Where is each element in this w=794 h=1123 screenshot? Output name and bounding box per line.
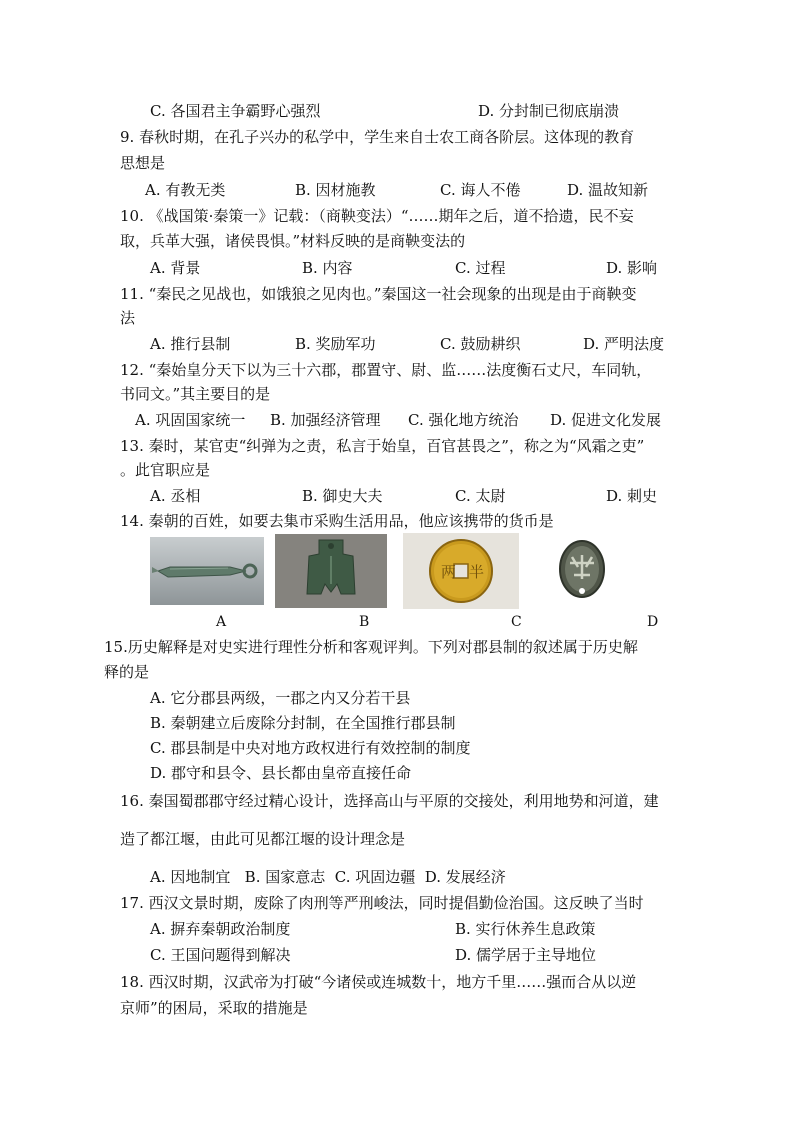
q9-option-b: B. 因材施教 — [295, 181, 376, 199]
knife-money-image — [150, 537, 264, 605]
q15-stem-line2: 释的是 — [104, 663, 150, 681]
svg-text:两: 两 — [441, 563, 457, 581]
coin-label-d: D — [647, 614, 659, 630]
q8-option-d: D. 分封制已彻底崩溃 — [478, 102, 620, 120]
q10-option-b: B. 内容 — [302, 259, 353, 277]
q10-option-d: D. 影响 — [606, 259, 658, 277]
q13-option-d: D. 刺史 — [606, 487, 658, 505]
q11-option-a: A. 推行县制 — [150, 335, 231, 353]
q15-option-d: D. 郡守和县令、县长都由皇帝直接任命 — [150, 764, 412, 782]
q16-options: A. 因地制宜 B. 国家意志 C. 巩固边疆 D. 发展经济 — [150, 868, 506, 886]
q11-option-d: D. 严明法度 — [583, 335, 665, 353]
q12-stem-line1: 12. “秦始皇分天下以为三十六郡，郡置守、尉、监……法度衡石丈尺，车同轨， — [120, 361, 652, 379]
q11-stem-line1: 11. “秦民之见战也，如饿狼之见肉也。”秦国这一社会现象的出现是由于商鞅变 — [120, 285, 637, 303]
q8-option-c: C. 各国君主争霸野心强烈 — [150, 102, 321, 120]
coin-label-c: C — [511, 614, 522, 630]
coin-label-b: B — [359, 614, 370, 630]
q12-option-c: C. 强化地方统治 — [408, 411, 519, 429]
q16-stem-line2: 造了都江堰，由此可见都江堰的设计理念是 — [120, 830, 406, 848]
q9-option-a: A. 有教无类 — [145, 181, 226, 199]
q9-stem-line1: 9. 春秋时期，在孔子兴办的私学中，学生来自士农工商各阶层。这体现的教育 — [120, 128, 635, 146]
q17-option-a: A. 摒弃秦朝政治制度 — [150, 920, 291, 938]
q13-option-b: B. 御史大夫 — [302, 487, 383, 505]
q13-option-c: C. 太尉 — [455, 487, 506, 505]
q17-option-b: B. 实行休养生息政策 — [455, 920, 596, 938]
q10-stem-line2: 取，兵革大强，诸侯畏惧。”材料反映的是商鞅变法的 — [120, 232, 466, 250]
q13-stem-line1: 13. 秦时，某官吏“纠弹为之责，私言于始皇，百官甚畏之”，称之为“风霜之吏” — [120, 437, 645, 455]
q12-option-a: A. 巩固国家统一 — [135, 411, 246, 429]
q13-stem-line2: 。此官职应是 — [120, 461, 211, 479]
q12-option-d: D. 促进文化发展 — [550, 411, 662, 429]
q10-option-a: A. 背景 — [150, 259, 201, 277]
q15-option-c: C. 郡县制是中央对地方政权进行有效控制的制度 — [150, 739, 471, 757]
q18-stem-line1: 18. 西汉时期，汉武帝为打破“今诸侯或连城数十，地方千里……强而合从以逆 — [120, 973, 637, 991]
q10-option-c: C. 过程 — [455, 259, 506, 277]
q15-option-a: A. 它分郡县两级，一郡之内又分若干县 — [150, 689, 411, 707]
q12-stem-line2: 书同文。”其主要目的是 — [120, 385, 271, 403]
q9-option-d: D. 温故知新 — [567, 181, 649, 199]
q14-stem-line1: 14. 秦朝的百姓，如要去集市采购生活用品，他应该携带的货币是 — [120, 512, 554, 530]
q16-stem-line1: 16. 秦国蜀郡郡守经过精心设计，选择高山与平原的交接处，利用地势和河道，建 — [120, 792, 659, 810]
svg-text:半: 半 — [469, 563, 485, 581]
q9-stem-line2: 思想是 — [120, 154, 166, 172]
q9-option-c: C. 诲人不倦 — [440, 181, 521, 199]
q17-option-c: C. 王国问题得到解决 — [150, 946, 291, 964]
coin-label-a: A — [216, 614, 227, 630]
q17-stem-line1: 17. 西汉文景时期，废除了肉刑等严刑峻法，同时提倡勤俭治国。这反映了当时 — [120, 894, 644, 912]
q15-option-b: B. 秦朝建立后废除分封制，在全国推行郡县制 — [150, 714, 456, 732]
spade-money-image — [275, 534, 387, 608]
q11-stem-line2: 法 — [120, 309, 136, 327]
q13-option-a: A. 丞相 — [150, 487, 201, 505]
ant-nose-money-image — [548, 533, 616, 609]
q15-stem-line1: 15.历史解释是对史实进行理性分析和客观评判。下列对郡县制的叙述属于历史解 — [104, 638, 638, 656]
q17-option-d: D. 儒学居于主导地位 — [455, 946, 597, 964]
ban-liang-coin-image — [403, 533, 519, 609]
q10-stem-line1: 10. 《战国策·秦策一》记载：（商鞅变法）“……期年之后，道不拾遗，民不妄 — [120, 207, 634, 225]
q18-stem-line2: 京师”的困局，采取的措施是 — [120, 999, 308, 1017]
q12-option-b: B. 加强经济管理 — [270, 411, 381, 429]
q11-option-b: B. 奖励军功 — [295, 335, 376, 353]
q11-option-c: C. 鼓励耕织 — [440, 335, 521, 353]
